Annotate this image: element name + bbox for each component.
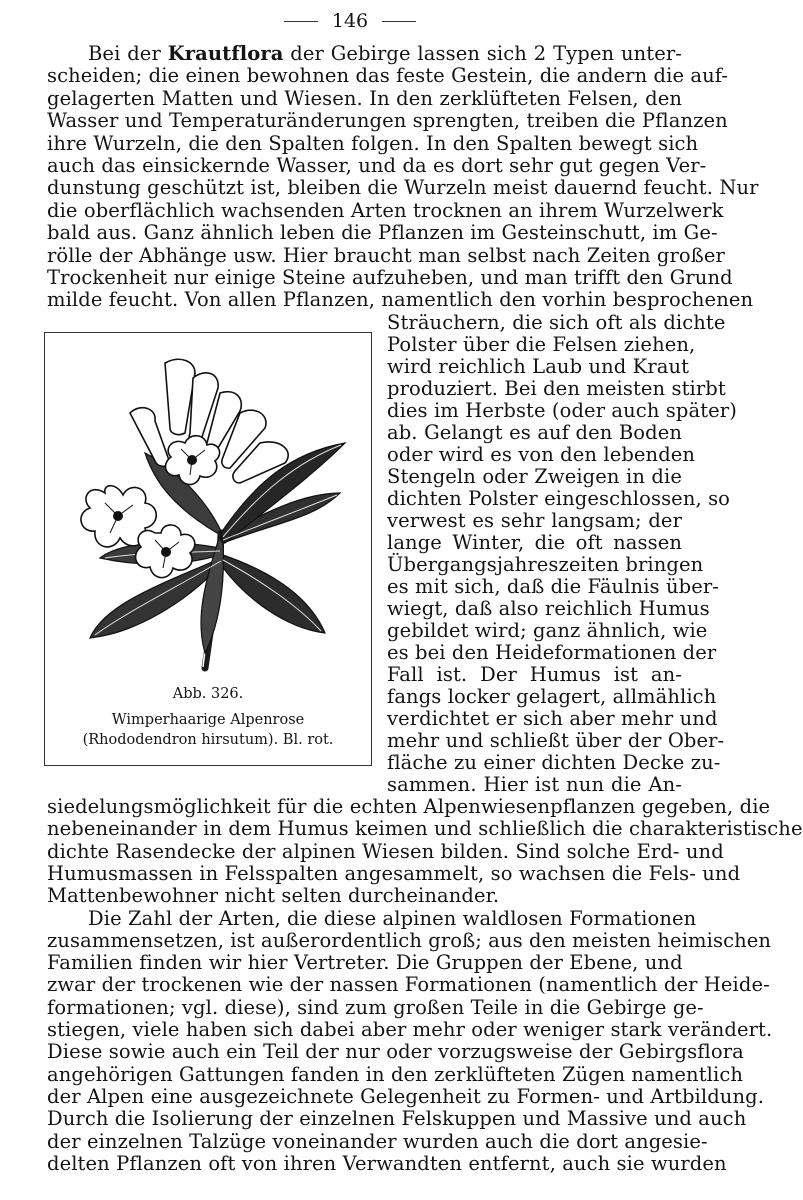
text-line: rölle der Abhänge usw. Hier braucht man selbst nach Zeiten großer (47, 243, 725, 267)
text-line: verdichtet er sich aber mehr und (387, 707, 718, 730)
text-line: es bei den Heideformationen der (387, 641, 717, 664)
text-line: wiegt, daß also reichlich Humus (387, 597, 710, 620)
text-line: Polster über die Felsen ziehen, (387, 333, 696, 356)
emphasized-term: Krautflora (167, 42, 284, 65)
text-line: die oberflächlich wachsenden Arten trocknen an ihrem Wurzelwerk (47, 198, 724, 222)
text-line: Humusmassen in Felsspalten angesammelt, so wachsen die Fels- und (47, 861, 741, 885)
text-line: stiegen, viele haben sich dabei aber mehr oder weniger stark verändert. (47, 1018, 773, 1041)
paragraph-end-line: Mattenbewohner nicht selten durcheinander. (47, 884, 500, 908)
text-line: siedelungsmöglichkeit für die echten Alpenwiesenpflanzen gegeben, die (47, 795, 771, 818)
text-line: es mit sich, daß die Fäulnis über- (387, 575, 719, 598)
figure-alpenrose (44, 332, 372, 766)
text-line: sammen. Hier ist nun die An- (387, 773, 682, 796)
text-line: zusammensetzen, ist außerordentlich groß; aus den meisten heimischen (47, 928, 772, 952)
text-line: dunstung geschützt ist, bleiben die Wurzeln meist dauernd feucht. Nur (47, 176, 759, 200)
text-line: scheiden; die einen bewohnen das feste Gestein, die andern die auf- (47, 64, 729, 88)
text-line: Familien finden wir hier Vertreter. Die Gruppen der Ebene, und (47, 951, 683, 975)
text-line: dichte Rasendecke der alpinen Wiesen bilden. Sind solche Erd- und (47, 839, 724, 863)
text-line: nebeneinander in dem Humus keimen und schließlich die charakteristische (47, 817, 803, 841)
text-line: angehörigen Gattungen fanden in den zerklüfteten Zügen namentlich (47, 1062, 743, 1086)
figure-caption-line1: Wimperhaarige Alpenrose (111, 712, 305, 728)
text-line: der einzelnen Talzüge voneinander wurden auch die dort angesie- (47, 1129, 708, 1153)
leaves (90, 443, 345, 653)
text-line: dichten Polster eingeschlossen, so (387, 487, 731, 510)
text-line: gelagerten Matten und Wiesen. In den zerklüfteten Felsen, den (47, 86, 682, 110)
rhododendron-illustration (45, 333, 371, 673)
text-line: verwest es sehr langsam; der (387, 509, 682, 532)
paragraph-start-line: Bei der Krautflora der Gebirge lassen sich 2 Typen unter- (88, 42, 682, 65)
paragraph-start-line: Die Zahl der Arten, die diese alpinen waldlosen Formationen (88, 906, 697, 930)
text-line: bald aus. Ganz ähnlich leben die Pflanzen im Gesteinschutt, im Ge- (47, 221, 718, 245)
text-line: auch das einsickernde Wasser, und da es dort sehr gut gegen Ver- (47, 154, 707, 177)
text-line: delten Pflanzen oft von ihren Verwandten entfernt, auch sie wurden (47, 1151, 727, 1175)
text-line: dies im Herbste (oder auch später) (387, 399, 737, 422)
text-line: der Alpen eine ausgezeichnete Gelegenheit zu Formen- und Artbildung. (47, 1084, 764, 1108)
text-line: Trockenheit nur einige Steine aufzuheben, und man trifft den Grund (47, 266, 733, 289)
text-line: mehr und schließt über der Ober- (387, 729, 725, 752)
text-line: oder wird es von den lebenden (387, 443, 696, 466)
text-line: Fall ist. Der Humus ist an- (387, 663, 682, 686)
text-line: produziert. Bei den meisten stirbt (387, 377, 726, 400)
text-line: Stengeln oder Zweigen in die (387, 465, 682, 488)
figure-label: Abb. 326. (172, 686, 244, 702)
text-line: Diese sowie auch ein Teil der nur oder vorzugsweise der Gebirgsflora (47, 1040, 744, 1064)
text-line: ihre Wurzeln, die den Spalten folgen. In den Spalten bewegt sich (47, 131, 699, 155)
text-line: Sträuchern, die sich oft als dichte (387, 311, 726, 334)
text-line: Übergangsjahreszeiten bringen (387, 553, 704, 576)
text-line: Durch die Isolierung der einzelnen Felskuppen und Massive und auch (47, 1107, 747, 1131)
text-line: gebildet wird; ganz ähnlich, wie (387, 619, 708, 642)
page-number: 146 (331, 10, 369, 32)
text-line: formationen; vgl. diese), sind zum großen Teile in die Gebirge ge- (47, 995, 704, 1019)
text-line: fläche zu einer dichten Decke zu- (387, 751, 721, 774)
text-line: milde feucht. Von allen Pflanzen, namentlich den vorhin besprochenen (47, 288, 754, 312)
text-line: fangs locker gelagert, allmählich (387, 685, 717, 708)
text-line: lange Winter, die oft nassen (387, 531, 682, 554)
text-line: ab. Gelangt es auf den Boden (387, 421, 682, 444)
text-line: Wasser und Temperaturänderungen sprengten, treiben die Pflanzen (47, 109, 728, 133)
text-line: zwar der trockenen wie der nassen Formationen (namentlich der Heide- (47, 973, 770, 997)
figure-caption-line2: (Rhododendron hirsutum). Bl. rot. (82, 732, 334, 748)
text-line: wird reichlich Laub und Kraut (387, 355, 690, 378)
